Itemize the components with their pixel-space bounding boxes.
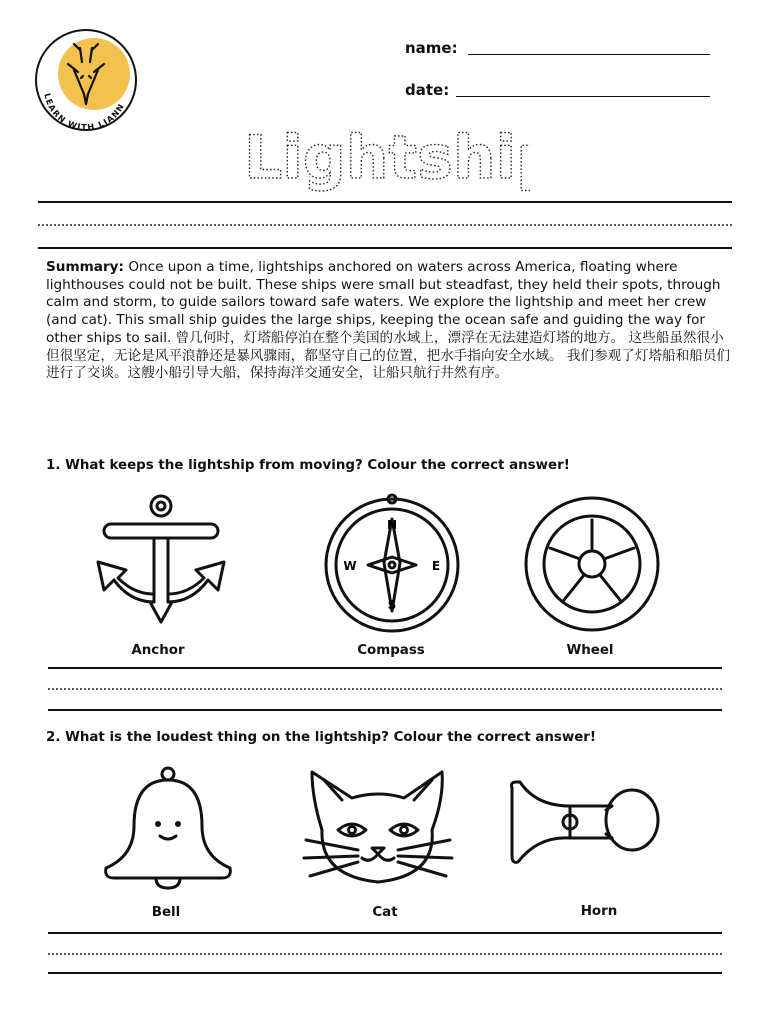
wheel-icon (526, 498, 658, 630)
option-label-horn: Horn (580, 904, 618, 919)
option-compass[interactable] (322, 493, 462, 637)
page-title (240, 118, 530, 196)
summary-paragraph (46, 259, 736, 383)
option-label-cat: Cat (372, 905, 398, 920)
date-label: date: (405, 81, 450, 99)
compass-w: W (343, 559, 357, 573)
name-line[interactable] (468, 53, 710, 55)
question-2: 2. What is the loudest thing on the lightship? Colour the correct answer! (46, 730, 596, 745)
logo-text: LEARN WITH LIANN (42, 92, 127, 133)
option-cat[interactable] (300, 764, 456, 898)
cat-icon (304, 772, 452, 882)
option-bell[interactable] (100, 764, 236, 894)
summary-text-zh: 曾几何时，灯塔船停泊在整个美国的水域上，漂浮在无法建造灯塔的地方。 这些船虽然很小但很坚定，无论是风平浪静还是暴风骤雨，都坚守自己的位置，把水手指向安全水域。 我们参观了灯塔船和船员们进行了交谈。这艘小船引导大船，保持海洋交通安全，让船只航行井然有序。 (46, 329, 731, 382)
answer-line-1-mid (48, 688, 722, 690)
compass-e: E (431, 559, 441, 573)
writing-line-top (38, 201, 732, 203)
logo (28, 26, 144, 142)
writing-line-bottom (38, 247, 732, 249)
summary-label: Summary: (46, 259, 124, 275)
answer-line-2-mid (48, 953, 722, 955)
answer-line-1-top (48, 667, 722, 669)
summary-text-en: Once upon a time, lightships anchored on waters across America, floating where lighthouses could not be built. These ships were small but steadfast, they held their spots, through calm and storm, to guide sailors toward safe waters. We explore the lightship and meet her crew (and cat). This small ship guides the large ships, keeping the ocean safe and guiding the way for other ships to sail. (46, 259, 721, 346)
answer-line-1-bottom (48, 709, 722, 711)
option-label-bell: Bell (151, 905, 181, 920)
compass-s: S (387, 598, 397, 612)
question-1: 1. What keeps the lightship from moving? Colour the correct answer! (46, 458, 570, 473)
option-horn[interactable] (506, 776, 662, 880)
horn-icon (512, 782, 659, 862)
option-label-anchor: Anchor (131, 643, 185, 658)
writing-line-mid (38, 224, 732, 226)
name-label: name: (405, 39, 458, 57)
option-wheel[interactable] (522, 496, 662, 640)
answer-line-2-top (48, 932, 722, 934)
date-line[interactable] (456, 95, 710, 97)
answer-line-2-bottom (48, 972, 722, 974)
compass-n: N (386, 518, 398, 532)
anchor-icon (98, 496, 224, 622)
option-label-compass: Compass (357, 643, 425, 658)
bell-icon (106, 768, 231, 888)
option-anchor[interactable] (94, 490, 228, 636)
title-text: Lightship (244, 123, 530, 193)
option-label-wheel: Wheel (566, 643, 614, 658)
